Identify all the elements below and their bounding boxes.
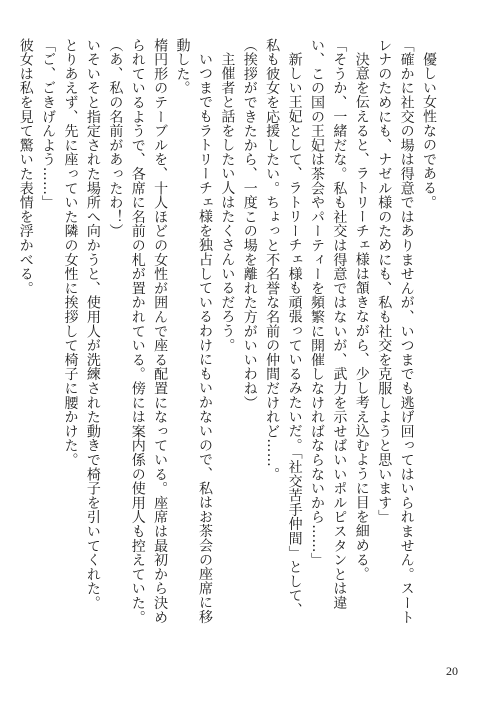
page-number: 20: [446, 664, 458, 678]
paragraph: 主催者と話をしたい人はたくさんいるだろう。: [219, 52, 236, 353]
paragraph: 優しい女性なのである。: [421, 52, 437, 210]
paragraph: 「ご、ごきげんよう……」: [40, 38, 57, 210]
paragraph: 決意を伝えると、ラトリーチェ様は頷きながら、少し考え込むように目を細める。: [353, 52, 370, 582]
paragraph: 「そうか、一緒だな。私も社交は得意ではないが、武力を示せばいいポルピスタンとは違い、この国の王妃は茶会やパーティーを頻繁に開催しなければならないから……」: [308, 38, 348, 610]
paragraph: 彼女は私を見て驚いた表情を浮かべる。: [17, 38, 34, 296]
paragraph: いそいそと指定された場所へ向かうと、使用人が洗練された動きで椅子を引いてくれた。: [84, 38, 101, 610]
paragraph: 楕円形のテーブルを、十人ほどの女性が囲んで座る配置になっている。座席は最初から決められているようで、各席に名前の札が置かれている。傍には案内係の使用人も控えていた。: [129, 38, 169, 625]
paragraph: 新しい王妃として、ラトリーチェ様も頑張っているみたいだ。「社交苦手仲間」として、私も彼女を応援したい。ちょっと不名誉な名前の仲間だけれど……。: [264, 38, 303, 617]
paragraph: 「確かに社交の場は得意ではありませんが、いつまでも逃げ回ってはいられません。スートレナのためにも、ナゼル様のためにも、私も社交を克服しようと思います」: [376, 38, 415, 625]
paragraph: とりあえず、先に座っていた隣の女性に挨拶して椅子に腰かけた。: [62, 38, 79, 467]
paragraph: （あ、私の名前があったわ！）: [107, 38, 124, 239]
paragraph: いつまでもラトリーチェ様を独占しているわけにもいかないので、私はお茶会の座席に移動した。: [174, 38, 213, 624]
paragraph: （挨拶ができたから、一度この場を離れた方がいいわね）: [241, 38, 258, 410]
vertical-text-body: [17, 38, 440, 628]
